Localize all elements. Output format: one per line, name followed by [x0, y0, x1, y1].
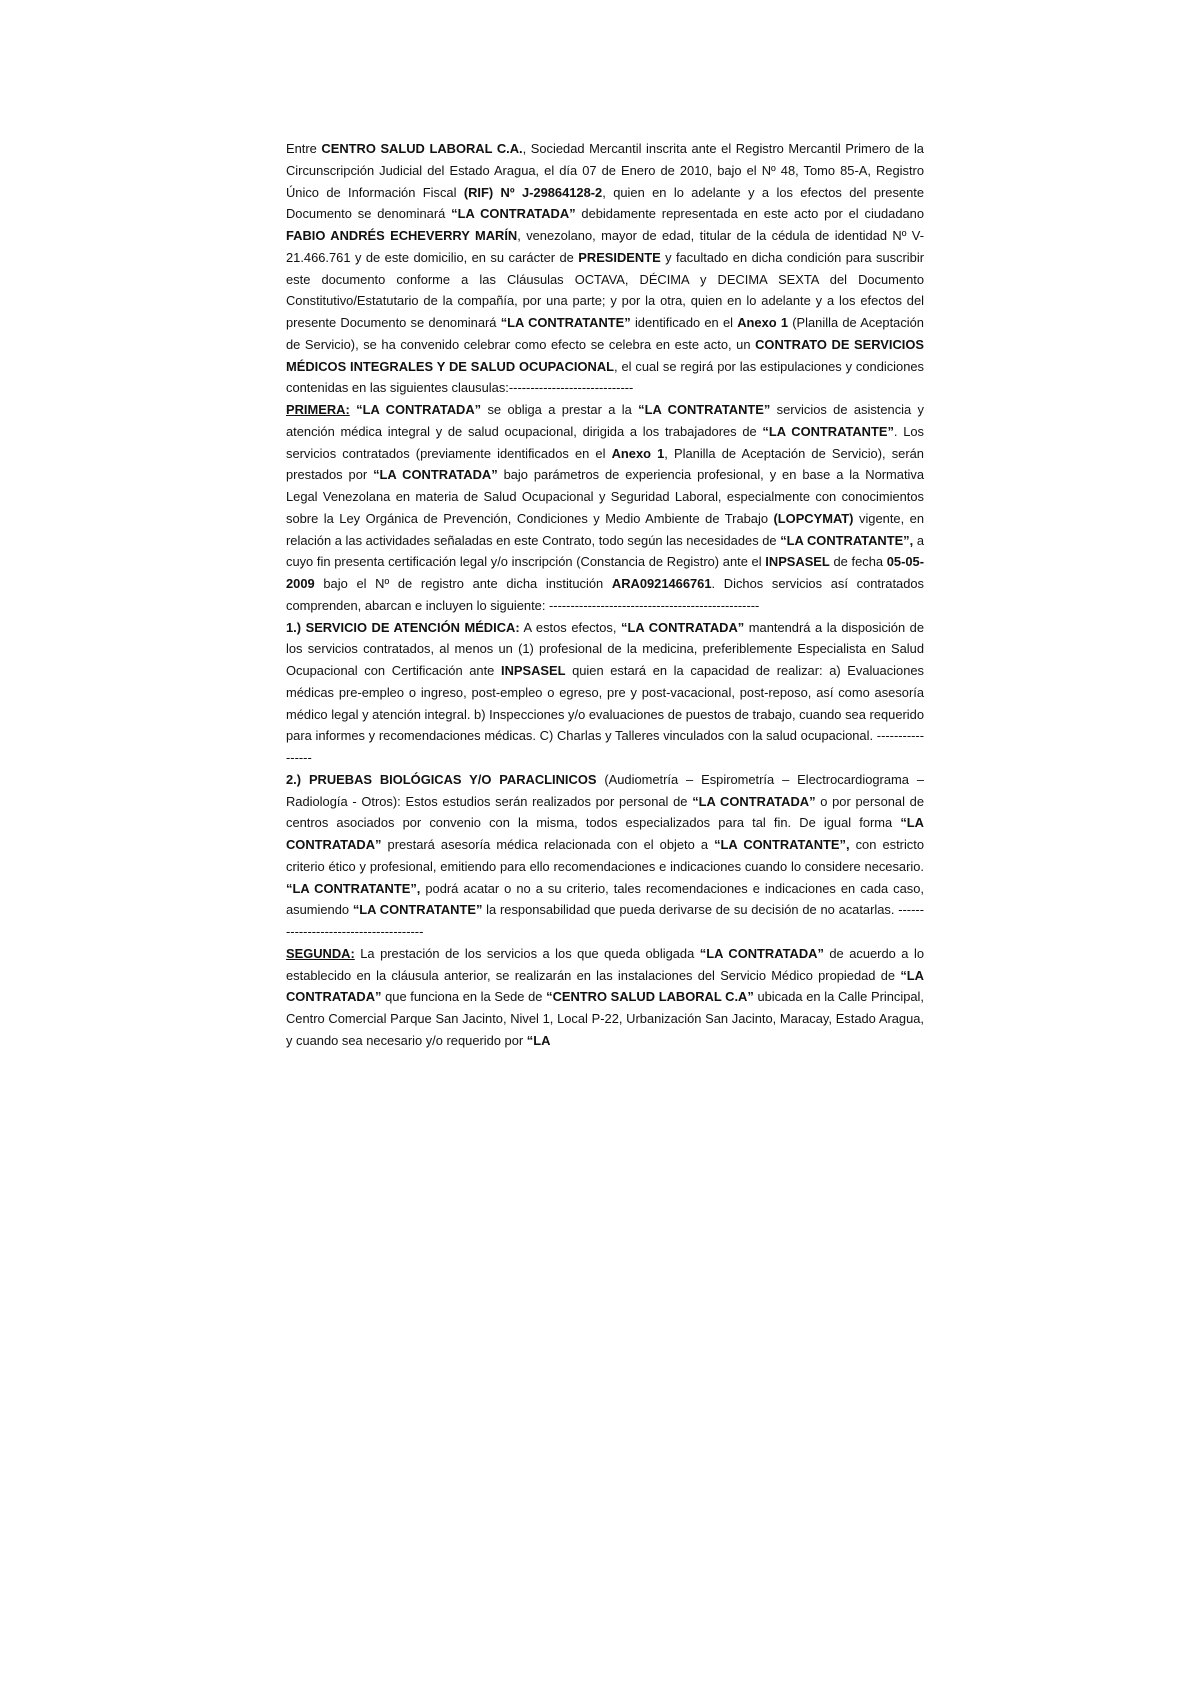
text-run: “LA CONTRATADA”: [373, 467, 498, 483]
text-run: . Dichos servicios así contratados comprenden, abarcan e incluyen lo siguiente: -------------------------------------------------: [286, 576, 924, 613]
clause-segunda: [286, 943, 924, 1052]
text-run: a cuyo fin presenta certificación legal y/o inscripción (Constancia de Registro) ante el: [286, 532, 924, 570]
item-servicio-atencion-medica: [286, 617, 924, 769]
text-run: INPSASEL: [765, 554, 830, 570]
text-run: o por personal de centros asociados por convenio con la misma, todos especializados para tal fin. De igual forma: [286, 793, 924, 831]
text-run: PRESIDENTE: [578, 249, 661, 265]
text-run: “LA CONTRATADA”: [286, 815, 924, 852]
text-run: “LA CONTRATANTE”,: [780, 532, 914, 548]
text-run: , quien en lo adelante y a los efectos del presente Documento se denominará: [286, 184, 924, 222]
text-run: 05-05-2009: [286, 554, 924, 591]
text-run: ARA0921466761: [611, 576, 712, 591]
text-run: Anexo 1: [611, 445, 665, 461]
text-run: (Audiometría – Espirometría – Electrocardiograma – Radiología - Otros): Estos estudios serán realizados por personal de: [286, 771, 924, 809]
text-run: SEGUNDA:: [286, 945, 355, 961]
text-run: que funciona en la Sede de: [381, 989, 547, 1005]
text-run: “LA CONTRATADA”: [621, 619, 745, 635]
text-run: se obliga a prestar a la: [481, 402, 639, 417]
text-run: “LA CONTRATANTE”: [638, 402, 771, 417]
text-run: prestará asesoría médica relacionada con el objeto a: [381, 837, 715, 852]
text-run: de acuerdo a lo establecido en la cláusula anterior, se realizarán en las instalaciones del Servicio Médico propiedad de: [286, 945, 925, 983]
text-run: , el cual se regirá por las estipulaciones y condiciones contenidas en las siguientes clausulas:-----------------------------: [286, 358, 924, 396]
text-run: 2.) PRUEBAS BIOLÓGICAS Y/O PARACLINICOS: [286, 771, 597, 787]
text-run: CONTRATO DE SERVICIOS MÉDICOS INTEGRALES Y DE SALUD OCUPACIONAL: [286, 336, 925, 374]
text-run: bajo parámetros de experiencia profesional, y en base a la Normativa Legal Venezolana en materia de Salud Ocupacional y Seguridad Laboral, especialmente con conocimientos sobre la Ley Orgánica de Prevención, Condiciones y Medio Ambiente de Trabajo: [286, 467, 924, 526]
text-run: “LA CONTRATANTE”,: [286, 880, 421, 896]
text-run: quien estará en la capacidad de realizar: a) Evaluaciones médicas pre-empleo o ingreso, post-empleo o egreso, pre y post-vacacional, post-reposo, así como asesoría médico legal y atención integral. b) Inspecciones y/o evaluaciones de puestos de trabajo, cuando sea requerido para informes y recomendaciones médicas. C) Charlas y Talleres vinculados con la salud ocupacional. -----------------: [286, 663, 924, 765]
text-run: , Sociedad Mercantil inscrita ante el Registro Mercantil Primero de la Circunscripción Judicial del Estado Aragua, el día 07 de Enero de 2010, bajo el Nº 48, Tomo 85-A, Registro Único de Información Fiscal: [286, 141, 924, 200]
text-run: “LA: [526, 1032, 551, 1048]
clause-primera: [286, 399, 924, 617]
text-run: “LA CONTRATADA”: [286, 967, 924, 1005]
text-run: INPSASEL: [500, 663, 566, 678]
text-run: “LA CONTRATADA”: [699, 945, 824, 961]
text-run: servicios de asistencia y atención médica integral y de salud ocupacional, dirigida a los trabajadores de: [286, 402, 924, 439]
text-run: ubicada en la Calle Principal, Centro Comercial Parque San Jacinto, Nivel 1, Local P-22, Urbanización San Jacinto, Maracay, Estado Aragua, y cuando sea necesario y/o requerido por: [286, 989, 924, 1048]
text-run: 1.) SERVICIO DE ATENCIÓN MÉDICA:: [286, 619, 520, 635]
text-run: Entre: [286, 141, 322, 156]
text-run: CENTRO SALUD LABORAL C.A.: [321, 141, 523, 156]
text-run: bajo el Nº de registro ante dicha institución: [314, 576, 612, 591]
contract-text: [286, 138, 924, 1052]
text-run: “LA CONTRATANTE”: [352, 902, 483, 918]
text-run: FABIO ANDRÉS ECHEVERRY MARÍN: [286, 228, 518, 243]
text-run: “LA CONTRATANTE”: [762, 423, 894, 439]
text-run: La prestación de los servicios a los que queda obligada: [354, 945, 700, 961]
text-run: mantendrá a la disposición de los servicios contratados, al menos un (1) profesional de la medicina, preferiblemente Especialista en Salud Ocupacional con Certificación ante: [286, 619, 925, 678]
text-run: (LOPCYMAT): [773, 510, 854, 526]
text-run: , Planilla de Aceptación de Servicio), serán prestados por: [286, 445, 924, 483]
text-run: PRIMERA:: [286, 402, 350, 417]
text-run: A estos efectos,: [519, 619, 622, 635]
text-run: de fecha: [829, 554, 887, 570]
text-run: debidamente representada en este acto por el ciudadano: [575, 206, 925, 222]
text-run: “LA CONTRATADA”: [692, 793, 816, 809]
intro-paragraph: [286, 138, 924, 399]
text-run: Anexo 1: [737, 315, 789, 330]
text-run: y facultado en dicha condición para suscribir este documento conforme a las Cláusulas OCTAVA, DÉCIMA y DECIMA SEXTA del Documento Constitutivo/Estatutario de la compañía, por una parte; y por la otra, quien en lo adelante y a los efectos del presente Documento se denominará: [286, 249, 924, 330]
text-run: podrá acatar o no a su criterio, tales recomendaciones e indicaciones en cada caso, asumiendo: [286, 880, 924, 918]
text-run: . Los servicios contratados (previamente identificados en el: [286, 423, 924, 461]
text-run: identificado en el: [630, 315, 738, 330]
text-run: “CENTRO SALUD LABORAL C.A”: [546, 989, 754, 1005]
text-run: “LA CONTRATADA”: [356, 402, 482, 417]
text-run: vigente, en relación a las actividades señaladas en este Contrato, todo según las necesidades de: [286, 510, 924, 548]
text-run: con estricto criterio ético y profesional, emitiendo para ello recomendaciones e indicaciones cuando lo considere necesario.: [286, 837, 925, 874]
text-run: la responsabilidad que pueda derivarse de su decisión de no acatarlas. --------------------------------------: [286, 902, 924, 939]
text-run: “LA CONTRATANTE”,: [714, 837, 850, 852]
text-run: (Planilla de Aceptación de Servicio), se ha convenido celebrar como efecto se celebra en este acto, un: [286, 315, 924, 352]
text-run: “LA CONTRATADA”: [451, 206, 576, 222]
item-pruebas-biologicas: [286, 769, 924, 943]
text-run: (RIF) Nº J-29864128-2: [463, 184, 603, 200]
text-run: , venezolano, mayor de edad, titular de la cédula de identidad Nº V-21.466.761 y de este domicilio, en su carácter de: [286, 228, 924, 265]
text-run: “LA CONTRATANTE”: [500, 315, 631, 330]
